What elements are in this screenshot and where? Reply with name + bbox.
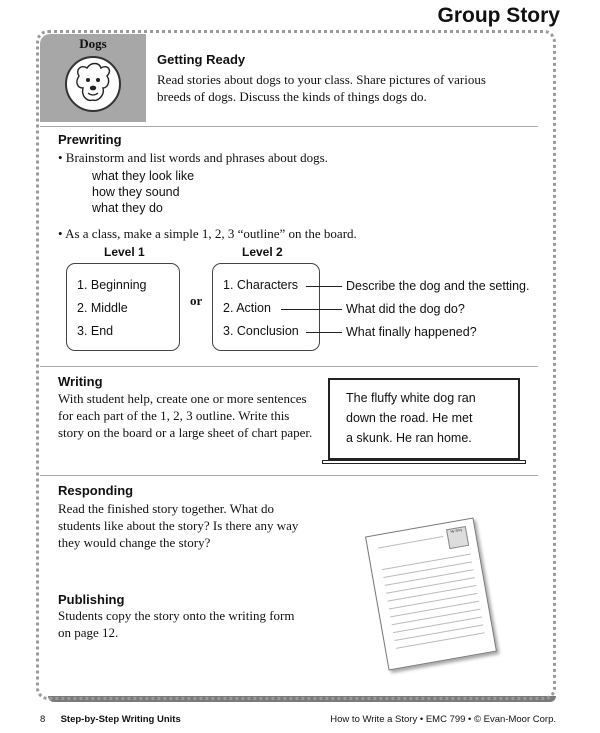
footer-left: [40, 714, 181, 725]
text-line: Students copy the story onto the writing form: [58, 608, 295, 623]
outline-description: What did the dog do?: [346, 302, 465, 316]
prewriting-bullet-2: • As a class, make a simple 1, 2, 3 “outline” on the board.: [58, 226, 357, 241]
level1-label: Level 1: [104, 245, 145, 259]
section-divider: [40, 126, 538, 127]
or-label: or: [190, 293, 203, 308]
writing-heading: Writing: [58, 374, 103, 389]
chalkboard: [328, 378, 520, 460]
thumbnail-line: [393, 617, 482, 634]
level2-label: Level 2: [242, 245, 283, 259]
section-divider: [40, 475, 538, 476]
responding-heading: Responding: [58, 483, 134, 498]
outline-description: Describe the dog and the setting.: [346, 279, 530, 293]
writing-text: [58, 390, 312, 441]
outline-description: What finally happened?: [346, 325, 477, 339]
leader-line: [306, 332, 342, 333]
text-line: Read stories about dogs to your class. Share pictures of various: [157, 72, 486, 87]
thumbnail-line: [392, 609, 481, 626]
thumbnail-line: [386, 577, 475, 594]
thumbnail-line: [396, 632, 485, 649]
text-line: Read the finished story together. What do: [58, 501, 275, 516]
dog-face-icon: [65, 56, 121, 112]
board-line: The fluffy white dog ran: [346, 391, 476, 405]
prewriting-heading: Prewriting: [58, 132, 122, 147]
publishing-heading: Publishing: [58, 592, 125, 607]
thumbnail-line: [389, 593, 478, 610]
topic-box: [40, 34, 146, 122]
text-line: story on the board or a large sheet of chart paper.: [58, 425, 313, 440]
board-line: a skunk. He ran home.: [346, 431, 472, 445]
leader-line: [281, 309, 342, 310]
text-line: for each part of the 1, 2, 3 outline. Write this: [58, 408, 290, 423]
thumbnail-badge: [446, 526, 469, 549]
brainstorm-list: [92, 168, 194, 216]
getting-ready-heading: Getting Ready: [157, 52, 246, 67]
thumbnail-line: [387, 585, 476, 602]
list-item: what they do: [92, 201, 163, 215]
outline-item: 2. Middle: [77, 301, 128, 315]
outline-item: 1. Characters: [223, 278, 299, 292]
board-line: down the road. He met: [346, 411, 473, 425]
page-number: 8: [40, 714, 46, 725]
prewriting-bullet-1: • Brainstorm and list words and phrases about dogs.: [58, 150, 328, 165]
outline-item: 1. Beginning: [77, 278, 147, 292]
responding-text: [58, 500, 298, 551]
thumbnail-line: [385, 569, 474, 586]
text-line: they would change the story?: [58, 535, 211, 550]
level1-outline-box: [66, 263, 180, 351]
getting-ready-text: [157, 71, 486, 105]
outline-item: 3. End: [77, 324, 114, 338]
text-line: students like about the story? Is there any way: [58, 518, 299, 533]
outline-item: 2. Action: [223, 301, 271, 315]
footer-book-title: Step-by-Step Writing Units: [60, 714, 181, 725]
thumbnail-title: My Story: [450, 527, 463, 534]
text-line: on page 12.: [58, 625, 119, 640]
outline-item: 3. Conclusion: [223, 324, 299, 338]
list-item: how they sound: [92, 185, 180, 199]
publishing-text: [58, 607, 295, 641]
thumbnail-line: [394, 624, 483, 641]
level2-outline-box: [212, 263, 320, 351]
footer-right: How to Write a Story • EMC 799 • © Evan-Moor Corp.: [330, 714, 556, 725]
topic-title: Dogs: [79, 36, 107, 51]
section-divider: [40, 366, 538, 367]
page-title: Group Story: [437, 4, 560, 27]
text-line: breeds of dogs. Discuss the kinds of things dogs do.: [157, 89, 427, 104]
list-item: what they look like: [92, 169, 195, 183]
thumbnail-line: [382, 554, 471, 571]
text-line: With student help, create one or more sentences: [58, 391, 307, 406]
thumbnail-line: [390, 601, 479, 618]
chalkboard-tray: [322, 460, 526, 464]
leader-line: [306, 286, 342, 287]
thumbnail-line: [383, 561, 472, 578]
writing-form-thumbnail: [365, 517, 497, 670]
board-text: [346, 388, 476, 448]
thumbnail-line: [378, 536, 443, 548]
